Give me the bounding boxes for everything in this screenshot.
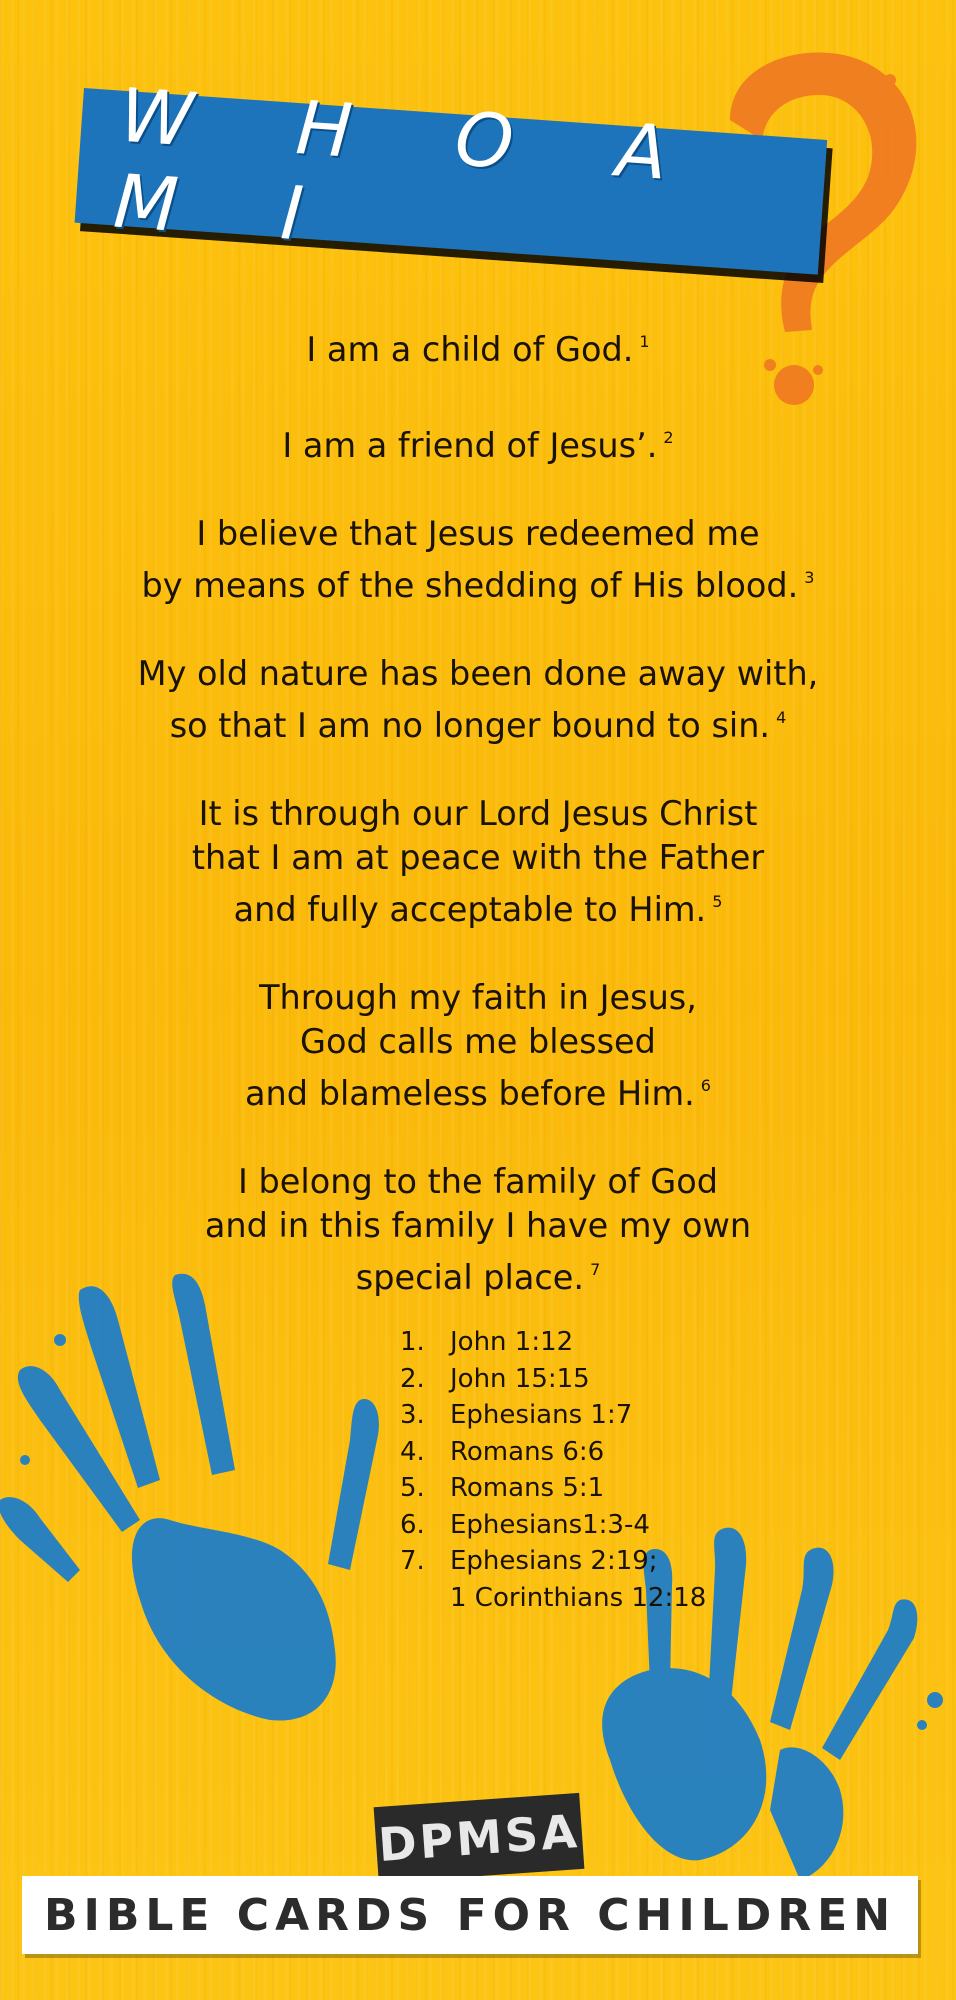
affirmation-line <box>60 1248 896 1300</box>
reference-text: Romans 6:6 <box>450 1436 605 1467</box>
reference-item <box>400 1543 706 1580</box>
affirmation-stanza <box>60 652 896 748</box>
affirmation-text: and in this family I have my own <box>204 1206 752 1245</box>
reference-text: John 1:12 <box>450 1327 574 1357</box>
reference-text: John 15:15 <box>450 1363 590 1394</box>
reference-text: Ephesians 2:19; <box>450 1546 658 1576</box>
reference-number: 4. <box>400 1436 425 1467</box>
affirmation-stanza <box>60 512 896 608</box>
affirmation-text: that I am at peace with the Father <box>191 838 765 877</box>
affirmation-line <box>60 416 896 468</box>
affirmation-line <box>60 792 896 836</box>
affirmation-text: special place. <box>355 1258 585 1297</box>
footnote-marker: 2 <box>663 428 674 447</box>
affirmation-line <box>60 1020 896 1064</box>
affirmation-stanza <box>60 416 896 468</box>
affirmation-text: I am a child of God. <box>306 330 634 369</box>
reference-number: 7. <box>400 1546 425 1576</box>
affirmation-text: God calls me blessed <box>300 1022 656 1061</box>
reference-number: 1. <box>400 1327 425 1357</box>
reference-number: 5. <box>400 1473 425 1503</box>
footnote-marker: 4 <box>776 708 787 727</box>
reference-number: 3. <box>400 1400 425 1430</box>
page-title: W H O A M I <box>111 72 711 260</box>
reference-item <box>400 1470 706 1507</box>
reference-item <box>400 1324 706 1361</box>
affirmation-line <box>60 652 896 696</box>
brand-badge: DPMSA <box>374 1793 585 1883</box>
reference-number: 2. <box>400 1363 425 1394</box>
affirmation-line <box>60 1204 896 1248</box>
affirmation-line <box>60 556 896 608</box>
affirmation-stanza <box>60 1160 896 1300</box>
affirmation-text: I belong to the family of God <box>238 1162 718 1201</box>
reference-text: Ephesians 1:7 <box>450 1400 633 1430</box>
reference-text: Ephesians1:3-4 <box>450 1509 650 1540</box>
affirmation-line <box>60 1064 896 1116</box>
reference-item <box>400 1434 706 1471</box>
affirmation-line <box>60 880 896 932</box>
affirmation-stanza <box>60 320 896 372</box>
footer-title: BIBLE CARDS FOR CHILDREN <box>22 1876 918 1954</box>
reference-text: Romans 5:1 <box>450 1473 605 1503</box>
affirmation-text: so that I am no longer bound to sin. <box>169 706 771 745</box>
affirmation-line <box>60 696 896 748</box>
affirmation-line <box>60 1160 896 1204</box>
reference-item <box>400 1397 706 1434</box>
affirmations-list <box>60 320 896 1344</box>
affirmation-stanza <box>60 976 896 1116</box>
affirmation-stanza <box>60 792 896 932</box>
title-banner <box>75 72 828 275</box>
handprint-left-icon <box>0 1270 420 1770</box>
affirmation-text: My old nature has been done away with, <box>137 654 819 693</box>
reference-item <box>400 1361 706 1398</box>
footnote-marker: 1 <box>639 332 650 351</box>
affirmation-text: I am a friend of Jesus’. <box>282 426 658 465</box>
reference-number: 6. <box>400 1509 425 1540</box>
footnote-marker: 5 <box>712 892 723 911</box>
reference-continuation: 1 Corinthians 12:18 <box>450 1582 707 1613</box>
affirmation-text: It is through our Lord Jesus Christ <box>198 794 758 833</box>
affirmation-text: and blameless before Him. <box>245 1074 695 1113</box>
footnote-marker: 3 <box>804 568 815 587</box>
affirmation-line <box>60 976 896 1020</box>
footnote-marker: 7 <box>590 1260 601 1279</box>
affirmation-text: and fully acceptable to Him. <box>233 890 707 929</box>
affirmation-line <box>60 320 896 372</box>
affirmation-line <box>60 836 896 880</box>
footnote-marker: 6 <box>700 1076 711 1095</box>
affirmation-line <box>60 512 896 556</box>
affirmation-text: Through my faith in Jesus, <box>259 978 697 1017</box>
affirmation-text: I believe that Jesus redeemed me <box>196 514 760 553</box>
scripture-references <box>400 1324 706 1616</box>
affirmation-text: by means of the shedding of His blood. <box>141 566 799 605</box>
reference-item <box>400 1507 706 1544</box>
